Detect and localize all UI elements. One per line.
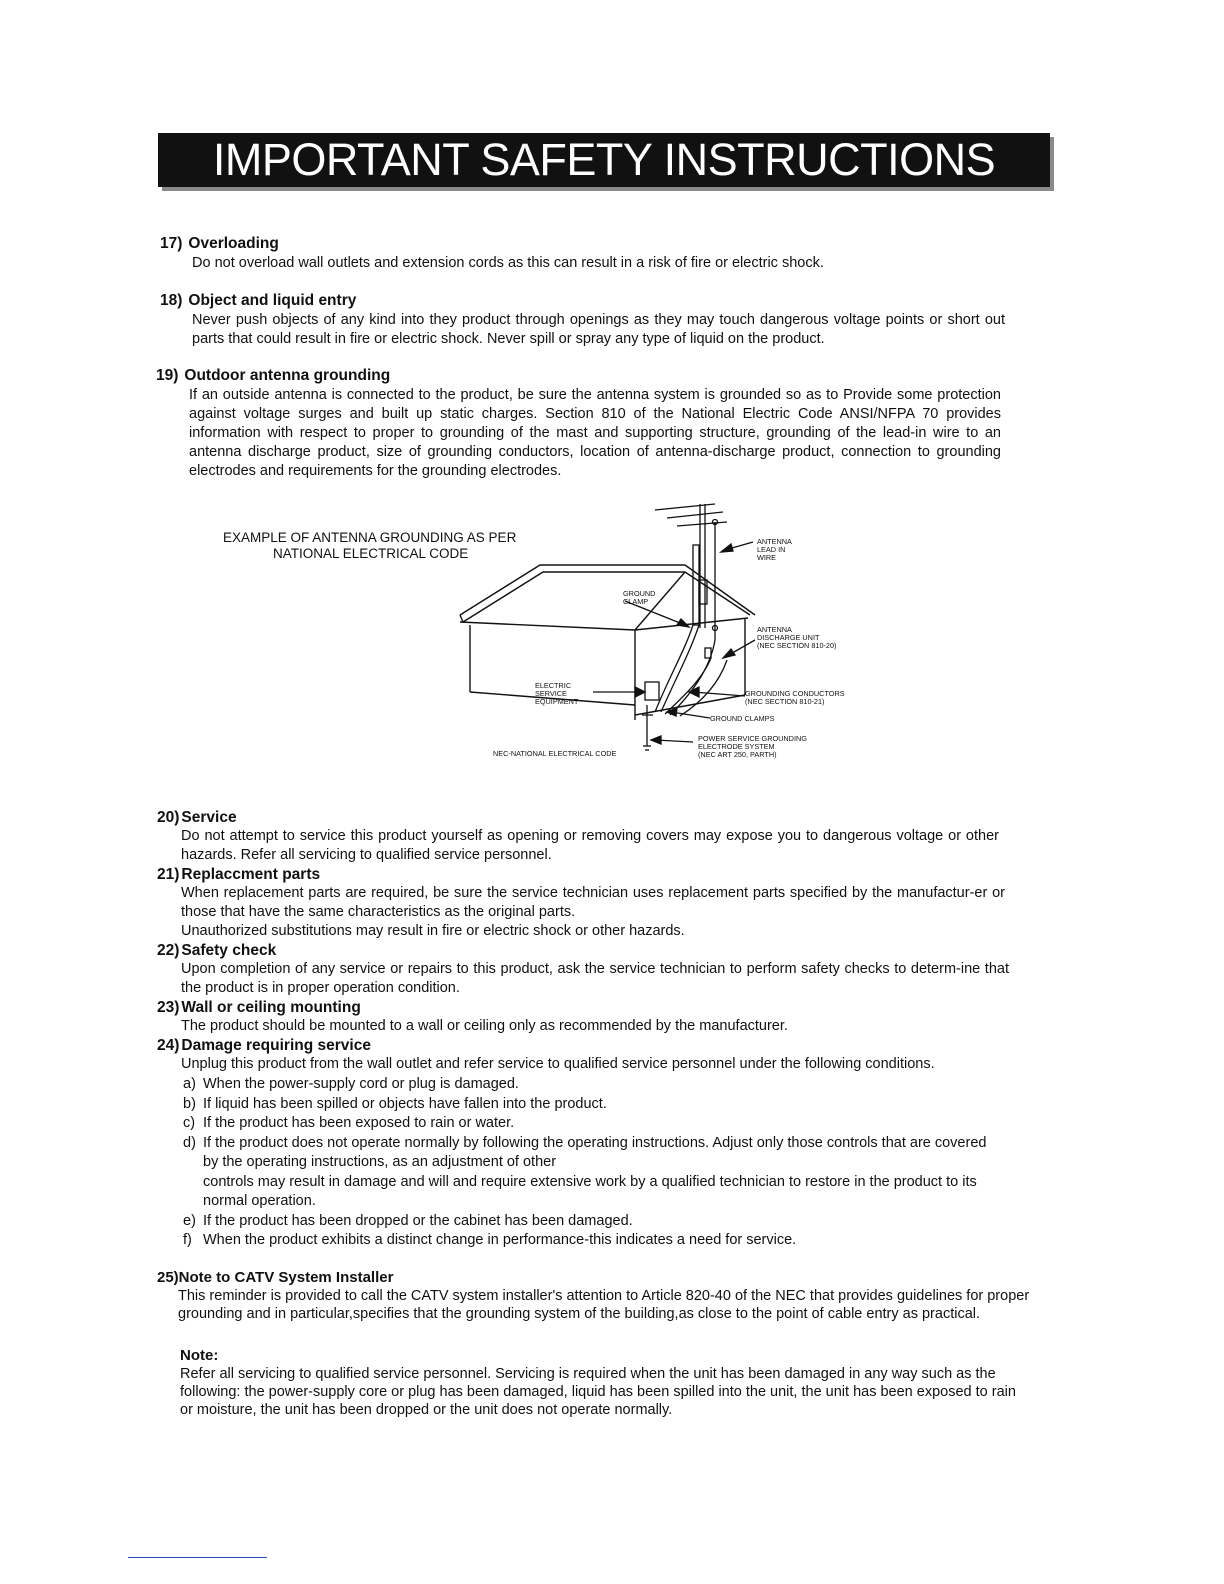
label-ground-clamp-1: GROUND (623, 589, 656, 598)
list-item: f) When the product exhibits a distinct change in performance-this indicates a need for service. (183, 1232, 797, 1248)
section-number: 24) (157, 1037, 180, 1054)
label-grounding-conductors-1: GROUNDING CONDUCTORS (745, 689, 845, 698)
label-electric-service-2: SERVICE (535, 689, 567, 698)
list-item: a) When the power-supply cord or plug is damaged. (183, 1076, 519, 1092)
section-object-liquid (160, 291, 1005, 349)
title-banner (158, 133, 1050, 187)
section-number: 17) (160, 235, 183, 252)
section-number: 18) (160, 292, 183, 309)
section-replacement-parts (157, 865, 1005, 941)
label-grounding-conductors-2: (NEC SECTION 810-21) (745, 697, 825, 706)
section-antenna-grounding (156, 366, 1001, 481)
label-antenna-lead-1: ANTENNA (757, 537, 792, 546)
list-item: controls may result in damage and will and require extensive work by a qualified technician to restore in the product to its normal operation. (203, 1173, 977, 1209)
section-service (157, 808, 999, 865)
label-power-service-3: (NEC ART 250, PARTH) (698, 750, 777, 759)
section-text: Unplug this product from the wall outlet and refer service to qualified service personnel under the following conditions. (181, 1056, 935, 1072)
section-number: 20) (157, 809, 180, 826)
section-number: 21) (157, 866, 180, 883)
section-text-2: Unauthorized substitutions may result in fire or electric shock or other hazards. (181, 923, 685, 939)
label-power-service-2: ELECTRODE SYSTEM (698, 742, 775, 751)
section-note (180, 1346, 1030, 1419)
section-text: When replacement parts are required, be sure the service technician uses replacement parts specified by the manufactur-er or those that have the same characteristics as the original parts. (181, 885, 1005, 920)
label-electric-service-3: EQUIPMENT (535, 697, 579, 706)
section-title: 25)Note to CATV System Installer (157, 1269, 394, 1286)
footer-line (128, 1557, 267, 1558)
section-title: Outdoor antenna grounding (184, 367, 391, 384)
section-title: Object and liquid entry (188, 292, 357, 309)
section-number: 22) (157, 942, 180, 959)
section-wall-mounting (157, 998, 1009, 1036)
diagram-heading-line2: NATIONAL ELECTRICAL CODE (273, 546, 469, 561)
grounding-conductors-drawing (655, 625, 727, 716)
section-title: Overloading (188, 235, 279, 252)
label-electric-service-1: ELECTRIC (535, 681, 572, 690)
note-title: Note: (180, 1347, 219, 1364)
list-item: e) If the product has been dropped or the cabinet has been damaged. (183, 1212, 633, 1229)
section-text: Do not attempt to service this product yourself as opening or removing covers may expose you to dangerous voltage or other hazards. Refer all servicing to qualified service personnel. (181, 828, 999, 863)
section-overloading (160, 234, 1005, 273)
list-item: c) If the product has been exposed to rain or water. (183, 1115, 515, 1131)
section-title: Service (181, 809, 237, 826)
section-title: Replaccment parts (181, 866, 321, 883)
diagram-heading-line1: EXAMPLE OF ANTENNA GROUNDING AS PER (223, 530, 517, 545)
label-discharge-1: ANTENNA (757, 625, 792, 634)
list-item: d) If the product does not operate normally by following the operating instructions. Adjust only those controls that are covered by the operating instructions, as an adjustment of other (183, 1134, 987, 1170)
label-discharge-2: DISCHARGE UNIT (757, 633, 820, 642)
section-catv-note (157, 1268, 1032, 1323)
condition-list (183, 1075, 993, 1251)
label-power-service-1: POWER SERVICE GROUNDING (698, 734, 807, 743)
section-title: Safety check (181, 942, 277, 959)
section-text: The product should be mounted to a wall or ceiling only as recommended by the manufacturer. (181, 1018, 788, 1034)
section-text: Do not overload wall outlets and extension cords as this can result in a risk of fire or electric shock. (192, 255, 824, 271)
section-title: Damage requiring service (181, 1037, 371, 1054)
antenna-drawing (655, 504, 727, 658)
section-number: 19) (156, 367, 179, 384)
label-discharge-3: (NEC SECTION 810-20) (757, 641, 837, 650)
label-ground-clamps: GROUND CLAMPS (710, 714, 775, 723)
section-text: If an outside antenna is connected to the product, be sure the antenna system is grounded so as to Provide some protection against voltage surges and built up static charges. Section 810 of the National Electric Code ANSI/NFPA 70 provides information with respect to proper to grounding of the mast and supporting structure, grounding of the lead-in wire to an antenna discharge product, size of grounding conductors, location of antenna-discharge product, connection to grounding electrodes and requirements for the grounding electrodes. (189, 387, 1001, 479)
section-damage-service (157, 1036, 1007, 1251)
label-antenna-lead-3: WIRE (757, 553, 777, 562)
note-text: Refer all servicing to qualified service personnel. Servicing is required when the unit has been damaged in any way such as the following: the power-supply core or plug has been damaged, liquid has been spilled into the unit, the unit has been exposed to rain or moisture, the unit has been dropped or the unit does not operate normally. (180, 1366, 1016, 1418)
label-ground-clamp-2: CLAMP (623, 597, 649, 606)
section-text: This reminder is provided to call the CATV system installer's attention to Article 820-40 of the NEC that provides guidelines for proper grounding and in particular,specifies that the grounding system of the building,as close to the point of cable entry as practical. (178, 1288, 1030, 1322)
section-text: Upon completion of any service or repairs to this product, ask the service technician to perform safety checks to determ-ine that the product is in proper operation condition. (181, 961, 1009, 996)
section-number: 23) (157, 999, 180, 1016)
section-text: Never push objects of any kind into they product through openings as they may touch dangerous voltage points or short out parts that could result in fire or electric shock. Never spill or spray any type of liquid on the product. (192, 312, 1005, 347)
section-title: Wall or ceiling mounting (181, 999, 361, 1016)
label-antenna-lead-2: LEAD IN (757, 545, 786, 554)
house-drawing (460, 565, 755, 720)
label-nec-note: NEC-NATIONAL ELECTRICAL CODE (493, 749, 617, 758)
section-safety-check (157, 941, 1009, 998)
page-title: IMPORTANT SAFETY INSTRUCTIONS (212, 134, 996, 185)
list-item: b) If liquid has been spilled or objects have fallen into the product. (183, 1095, 607, 1112)
antenna-grounding-diagram (215, 500, 875, 770)
